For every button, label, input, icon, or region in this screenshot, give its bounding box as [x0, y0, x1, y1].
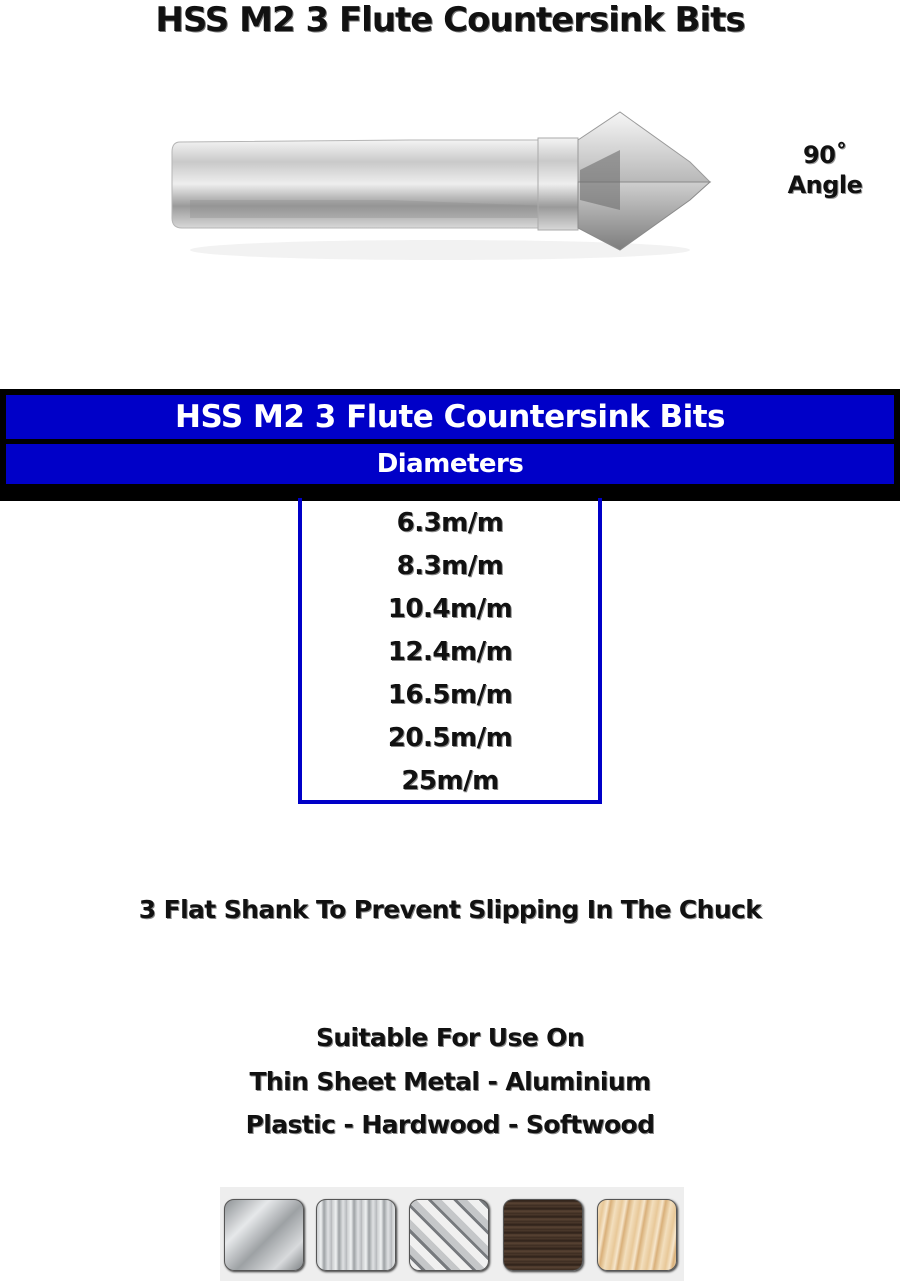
sheet-metal-swatch: [224, 1199, 304, 1271]
diameter-item: 12.4m/m: [387, 637, 513, 667]
spec-table-title: HSS M2 3 Flute Countersink Bits: [6, 395, 894, 439]
angle-callout: [770, 140, 880, 200]
angle-value: 90˚: [803, 141, 847, 169]
softwood-swatch: [597, 1199, 677, 1271]
diameter-item: 20.5m/m: [387, 723, 513, 753]
hardwood-swatch: [503, 1199, 583, 1271]
diameter-item: 6.3m/m: [396, 508, 504, 538]
shank-feature-text: 3 Flat Shank To Prevent Slipping In The Chuck: [138, 895, 762, 924]
diameter-item: 8.3m/m: [396, 551, 504, 581]
spec-table-header: [0, 389, 900, 501]
diameter-item: 10.4m/m: [387, 594, 513, 624]
countersink-bit-image: [150, 100, 730, 270]
aluminium-swatch: [316, 1199, 396, 1271]
suitable-materials-line-1: Thin Sheet Metal - Aluminium: [249, 1067, 651, 1096]
spec-table-subtitle: Diameters: [6, 444, 894, 484]
diameter-item: 25m/m: [401, 766, 499, 796]
suitable-materials-line-2: Plastic - Hardwood - Softwood: [245, 1110, 655, 1139]
page-title: HSS M2 3 Flute Countersink Bits: [155, 0, 745, 40]
material-swatches: [220, 1187, 684, 1281]
diameters-list: [302, 498, 598, 803]
angle-label: Angle: [787, 171, 863, 199]
suitable-heading: Suitable For Use On: [315, 1023, 585, 1052]
diameters-box: [298, 498, 602, 804]
diameter-item: 16.5m/m: [387, 680, 513, 710]
plastic-swatch: [409, 1199, 489, 1271]
